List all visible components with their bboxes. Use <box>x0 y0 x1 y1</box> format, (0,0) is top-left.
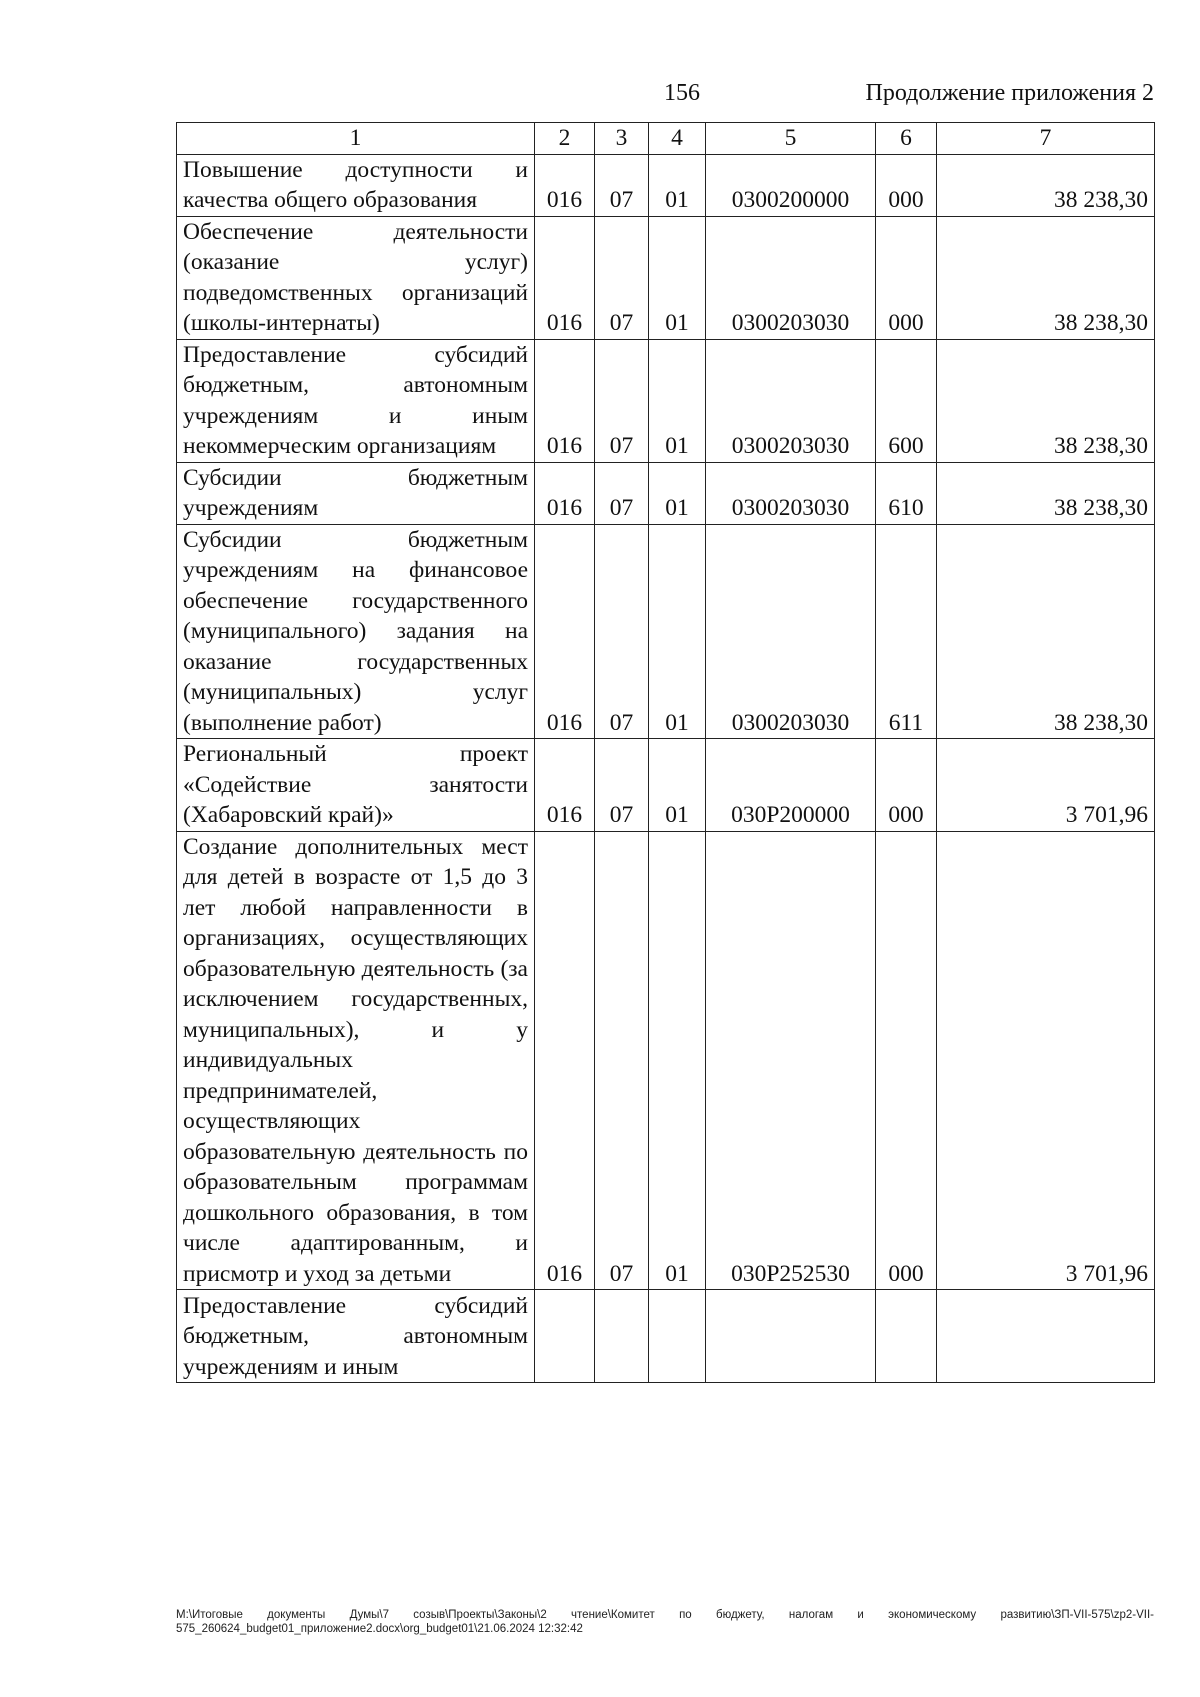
cell-amount: 38 238,30 <box>937 339 1155 462</box>
cell-code-5: 0300203030 <box>706 339 876 462</box>
cell-code-6: 610 <box>876 462 937 524</box>
cell-code-4: 01 <box>649 339 706 462</box>
column-header: 2 <box>535 123 595 155</box>
table-row <box>177 1290 1155 1383</box>
cell-code-3: 07 <box>595 831 649 1290</box>
column-header: 3 <box>595 123 649 155</box>
cell-code-2: 016 <box>535 154 595 216</box>
cell-code-2: 016 <box>535 739 595 832</box>
cell-code-3: 07 <box>595 462 649 524</box>
table-row <box>177 831 1155 1290</box>
cell-code-4: 01 <box>649 154 706 216</box>
row-description: Повышение доступности и качества общего образования <box>177 154 535 216</box>
cell-code-5 <box>706 1290 876 1383</box>
cell-code-4 <box>649 1290 706 1383</box>
table-row <box>177 739 1155 832</box>
column-header: 1 <box>177 123 535 155</box>
cell-code-6: 000 <box>876 831 937 1290</box>
page-number: 156 <box>664 80 700 106</box>
cell-code-4: 01 <box>649 831 706 1290</box>
table-header-row <box>177 123 1155 155</box>
cell-code-6: 611 <box>876 524 937 739</box>
table-row <box>177 339 1155 462</box>
cell-code-3: 07 <box>595 216 649 339</box>
cell-code-2: 016 <box>535 462 595 524</box>
cell-code-6: 000 <box>876 739 937 832</box>
cell-code-5: 0300200000 <box>706 154 876 216</box>
cell-code-3: 07 <box>595 524 649 739</box>
continuation-title: Продолжение приложения 2 <box>865 80 1154 106</box>
cell-amount <box>937 1290 1155 1383</box>
column-header: 7 <box>937 123 1155 155</box>
cell-code-4: 01 <box>649 216 706 339</box>
budget-table <box>176 122 1155 1383</box>
document-path-footer: M:\Итоговые документы Думы\7 созыв\Проекты\Законы\2 чтение\Комитет по бюджету, налогам и экономическому развитию\ЗП-VII-575\zp2-VII-575_260624_budget01_приложение2.docx\org_budget01\21.06.2024 12:32:42 <box>176 1609 1154 1635</box>
cell-amount: 38 238,30 <box>937 462 1155 524</box>
row-description: Создание дополнительных мест для детей в возрасте от 1,5 до 3 лет любой направленности в организациях, осуществляющих образовательную деятельность (за исключением государственных, муниципальных), и у индивидуальных предпринимателей, осуществляющих образовательную деятельность по образовательным программам дошкольного образования, в том числе адаптированным, и присмотр и уход за детьми <box>177 831 535 1290</box>
column-header: 6 <box>876 123 937 155</box>
column-header: 4 <box>649 123 706 155</box>
cell-code-5: 0300203030 <box>706 524 876 739</box>
cell-amount: 3 701,96 <box>937 831 1155 1290</box>
row-description: Предоставление субсидий бюджетным, автономным учреждениям и иным <box>177 1290 535 1383</box>
cell-code-3 <box>595 1290 649 1383</box>
cell-code-4: 01 <box>649 462 706 524</box>
cell-code-6: 000 <box>876 216 937 339</box>
row-description: Предоставление субсидий бюджетным, автономным учреждениям и иным некоммерческим организациям <box>177 339 535 462</box>
row-description: Обеспечение деятельности (оказание услуг) подведомственных организаций (школы-интернаты) <box>177 216 535 339</box>
cell-amount: 38 238,30 <box>937 216 1155 339</box>
cell-code-2: 016 <box>535 831 595 1290</box>
cell-code-4: 01 <box>649 524 706 739</box>
table-row <box>177 524 1155 739</box>
cell-code-2: 016 <box>535 216 595 339</box>
cell-code-3: 07 <box>595 154 649 216</box>
cell-code-6 <box>876 1290 937 1383</box>
cell-amount: 38 238,30 <box>937 524 1155 739</box>
table-row <box>177 154 1155 216</box>
cell-amount: 38 238,30 <box>937 154 1155 216</box>
cell-code-5: 0300203030 <box>706 462 876 524</box>
cell-code-6: 600 <box>876 339 937 462</box>
cell-code-5: 0300203030 <box>706 216 876 339</box>
cell-code-2 <box>535 1290 595 1383</box>
column-header: 5 <box>706 123 876 155</box>
cell-code-3: 07 <box>595 739 649 832</box>
row-description: Региональный проект «Содействие занятости (Хабаровский край)» <box>177 739 535 832</box>
cell-code-6: 000 <box>876 154 937 216</box>
cell-code-2: 016 <box>535 339 595 462</box>
row-description: Субсидии бюджетным учреждениям на финансовое обеспечение государственного (муниципального) задания на оказание государственных (муниципальных) услуг (выполнение работ) <box>177 524 535 739</box>
row-description: Субсидии бюджетным учреждениям <box>177 462 535 524</box>
table-row <box>177 462 1155 524</box>
cell-code-5: 030Р200000 <box>706 739 876 832</box>
cell-code-5: 030Р252530 <box>706 831 876 1290</box>
cell-code-4: 01 <box>649 739 706 832</box>
cell-code-2: 016 <box>535 524 595 739</box>
cell-amount: 3 701,96 <box>937 739 1155 832</box>
cell-code-3: 07 <box>595 339 649 462</box>
table-row <box>177 216 1155 339</box>
